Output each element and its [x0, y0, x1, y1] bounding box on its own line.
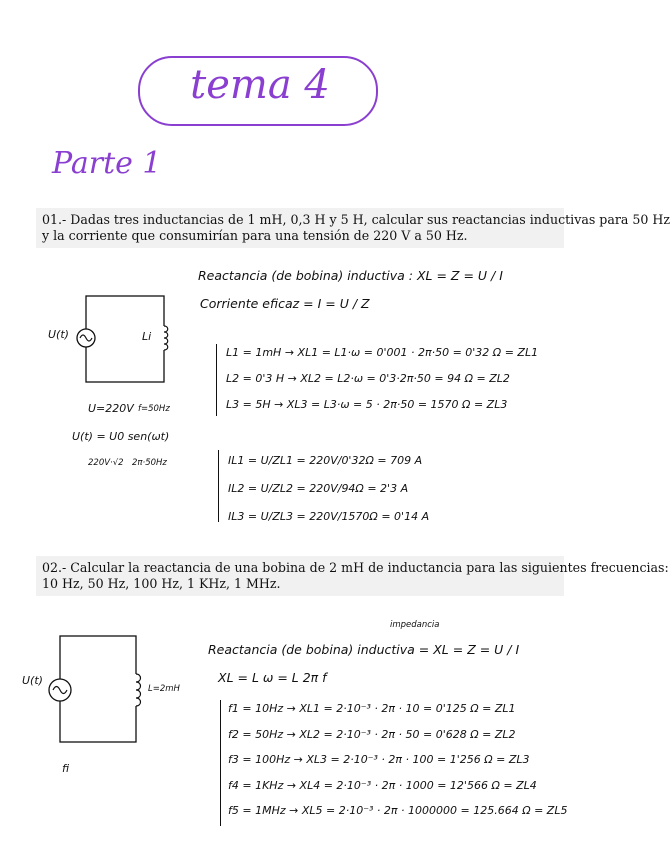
problem2-statement [36, 556, 669, 596]
p1-circuit-diagram [60, 290, 190, 390]
p1-source-eq-a: 220V·√2 [88, 458, 124, 468]
p1-reactance-row: L1 = 1mH → XL1 = L1·ω = 0'001 · 2π·50 = 0'32 Ω = ZL1 [226, 346, 539, 359]
p2-reactance-row: f3 = 100Hz → XL3 = 2·10⁻³ · 2π · 100 = 1'256 Ω = ZL3 [228, 753, 530, 766]
problem1-line1: 01.- Dadas tres inductancias de 1 mH, 0,3 H y 5 H, calcular sus reactancias inductivas para 50 Hz [42, 212, 670, 227]
p1-current-bracket [218, 450, 219, 522]
p1-source-label: U(t) [48, 328, 69, 341]
p2-reactance-list [228, 702, 567, 830]
p2-reactance-bracket [220, 700, 221, 826]
p2-reactance-row: f5 = 1MHz → XL5 = 2·10⁻³ · 2π · 1000000 = 125.664 Ω = ZL5 [228, 804, 568, 817]
part-heading: Parte 1 [52, 146, 162, 181]
p2-reactance-row: f2 = 50Hz → XL2 = 2·10⁻³ · 2π · 50 = 0'628 Ω = ZL2 [228, 727, 516, 741]
p2-freq-label: fi [62, 762, 70, 775]
p1-reactance-list [226, 346, 538, 424]
p1-current-row: IL1 = U/ZL1 = 220V/0'32Ω = 709 A [228, 454, 423, 467]
p1-current-formula: Corriente eficaz = I = U / Z [200, 296, 370, 311]
p1-source-equation: U(t) = U0 sen(ωt) [72, 430, 170, 443]
p1-inductor-label: Li [142, 330, 152, 343]
p1-reactance-row: L2 = 0'3 H → XL2 = L2·ω = 0'3·2π·50 = 94 Ω = ZL2 [226, 372, 510, 385]
p1-reactance-bracket [216, 344, 217, 416]
p2-xl-formula: XL = L ω = L 2π f [218, 670, 327, 685]
p1-reactance-formula: Reactancia (de bobina) inductiva : XL = Z = U / I [198, 268, 503, 283]
p2-inductor-label: L=2mH [148, 684, 180, 694]
p2-reactance-formula: Reactancia (de bobina) inductiva = XL = Z = U / I [208, 642, 520, 657]
p2-source-label: U(t) [22, 674, 43, 687]
problem2-line1: 02.- Calcular la reactancia de una bobina de 2 mH de inductancia para las siguientes frecuencias: [42, 560, 669, 575]
problem1-statement [36, 208, 670, 248]
p1-current-list [228, 454, 429, 538]
problem2-line2: 10 Hz, 50 Hz, 100 Hz, 1 KHz, 1 MHz. [42, 576, 281, 591]
p1-current-row: IL3 = U/ZL3 = 220V/1570Ω = 0'14 A [228, 510, 430, 523]
p1-current-row: IL2 = U/ZL2 = 220V/94Ω = 2'3 A [228, 482, 409, 495]
p1-source-eq-b: 2π·50Hz [132, 458, 167, 468]
p1-voltage-label: U=220V [88, 402, 134, 415]
p2-reactance-row: f1 = 10Hz → XL1 = 2·10⁻³ · 2π · 10 = 0'125 Ω = ZL1 [228, 702, 516, 715]
problem1-line2: y la corriente que consumirían para una tensión de 220 V a 50 Hz. [42, 228, 468, 243]
p1-reactance-row: L3 = 5H → XL3 = L3·ω = 5 · 2π·50 = 1570 Ω = ZL3 [226, 398, 508, 411]
p2-reactance-row: f4 = 1KHz → XL4 = 2·10⁻³ · 2π · 1000 = 12'566 Ω = ZL4 [228, 778, 537, 792]
p1-frequency-label: f=50Hz [138, 404, 170, 414]
p2-circuit-diagram [36, 630, 156, 750]
p2-impedance-note: impedancia [390, 620, 440, 630]
page-title: tema 4 [190, 62, 330, 108]
